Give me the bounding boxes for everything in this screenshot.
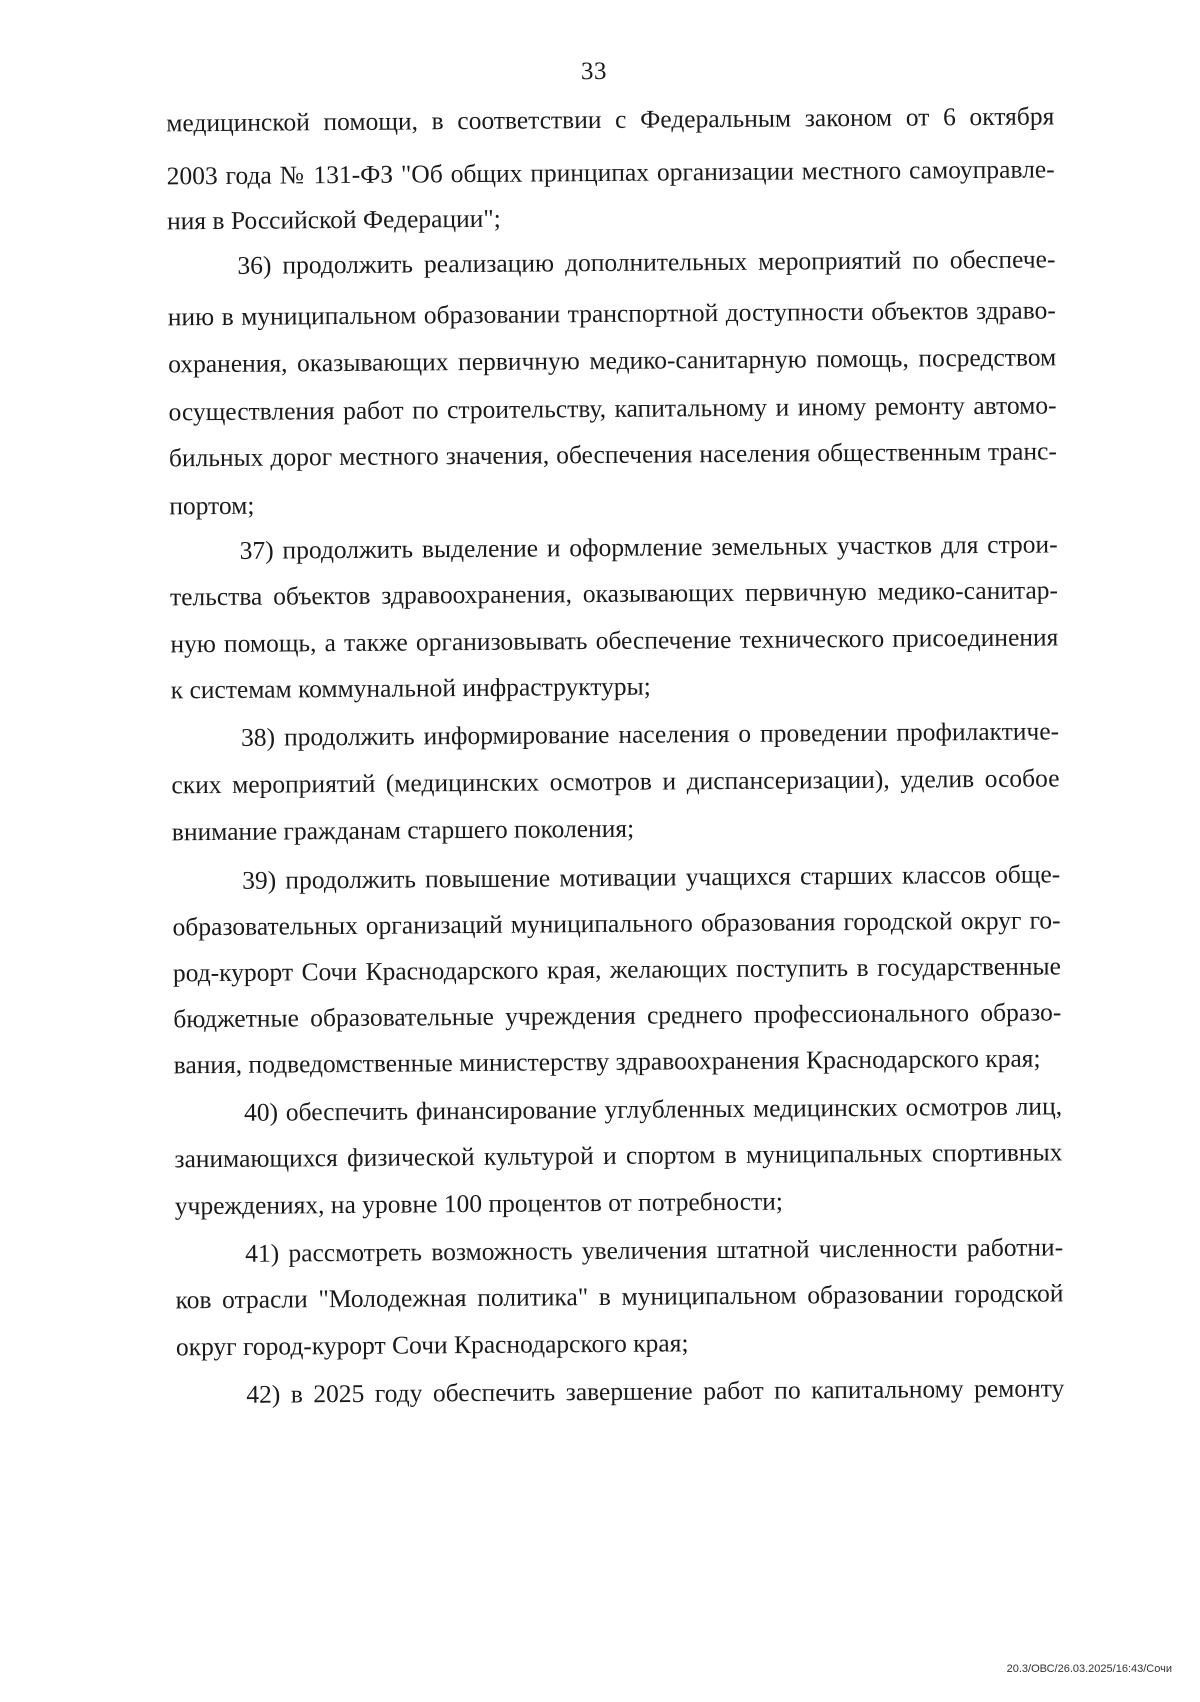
text-line: 37) продолжить выделение и оформление земельных участков для строи-	[239, 529, 1058, 565]
footer-stamp: 20.3/ОВС/26.03.2025/16:43/Сочи	[1006, 1663, 1172, 1675]
text-line: занимающихся физической культурой и спортом в муниципальных спортивных	[174, 1137, 1063, 1174]
text-line: ков отрасли "Молодежная политика" в муниципальном образовании городской	[175, 1278, 1064, 1315]
text-line: 41) рассмотреть возможность увеличения штатной численности работни-	[245, 1232, 1064, 1268]
text-line: нию в муниципальном образовании транспортной доступности объектов здраво-	[167, 295, 1056, 332]
text-line: 39) продолжить повышение мотивации учащихся старших классов обще-	[242, 859, 1061, 895]
text-line: бильных дорог местного значения, обеспечения населения общественным транс-	[168, 436, 1058, 473]
text-line: осуществления работ по строительству, капитальному и иному ремонту автомо-	[168, 390, 1057, 427]
text-line: ния в Российской Федерации";	[166, 203, 501, 236]
text-line: охранения, оказывающих первичную медико-санитарную помощь, посредством	[168, 342, 1057, 379]
text-line: внимание гражданам старшего поколения;	[171, 813, 635, 847]
text-line: 42) в 2025 году обеспечить завершение работ по капитальному ремонту	[246, 1373, 1065, 1409]
text-line: 2003 года № 131-ФЗ "Об общих принципах организации местного самоуправле-	[166, 154, 1055, 191]
text-line: к системам коммунальной инфраструктуры;	[170, 671, 651, 705]
text-line: образовательных организаций муниципального образования городской округ го-	[172, 905, 1061, 942]
text-line: портом;	[169, 490, 255, 521]
text-line: тельства объектов здравоохранения, оказывающих первичную медико-санитар-	[169, 575, 1059, 612]
text-line: ную помощь, а также организовывать обеспечение технического присоединения	[170, 622, 1059, 659]
text-line: учреждениях, на уровне 100 процентов от потребности;	[174, 1186, 784, 1221]
text-line: 40) обеспечить финансирование углубленных медицинских осмотров лиц,	[243, 1091, 1063, 1127]
text-line: медицинской помощи, в соответствии с Федеральным законом от 6 октября	[166, 101, 1055, 138]
text-line: ских мероприятий (медицинских осмотров и диспансеризации), уделив особое	[171, 763, 1060, 800]
text-line: округ город-курорт Сочи Краснодарского края;	[175, 1328, 689, 1362]
text-line: 36) продолжить реализацию дополнительных мероприятий по обеспече-	[237, 244, 1056, 280]
text-line: вания, подведомственные министерству здравоохранения Краснодарского края;	[173, 1043, 1041, 1080]
text-line: род-курорт Сочи Краснодарского края, желающих поступить в государственные	[172, 951, 1062, 988]
page-number: 33	[580, 57, 608, 86]
text-line: бюджетные образовательные учреждения среднего профессионального образо-	[173, 997, 1062, 1034]
text-line: 38) продолжить информирование населения о проведении профилактиче-	[241, 716, 1060, 752]
